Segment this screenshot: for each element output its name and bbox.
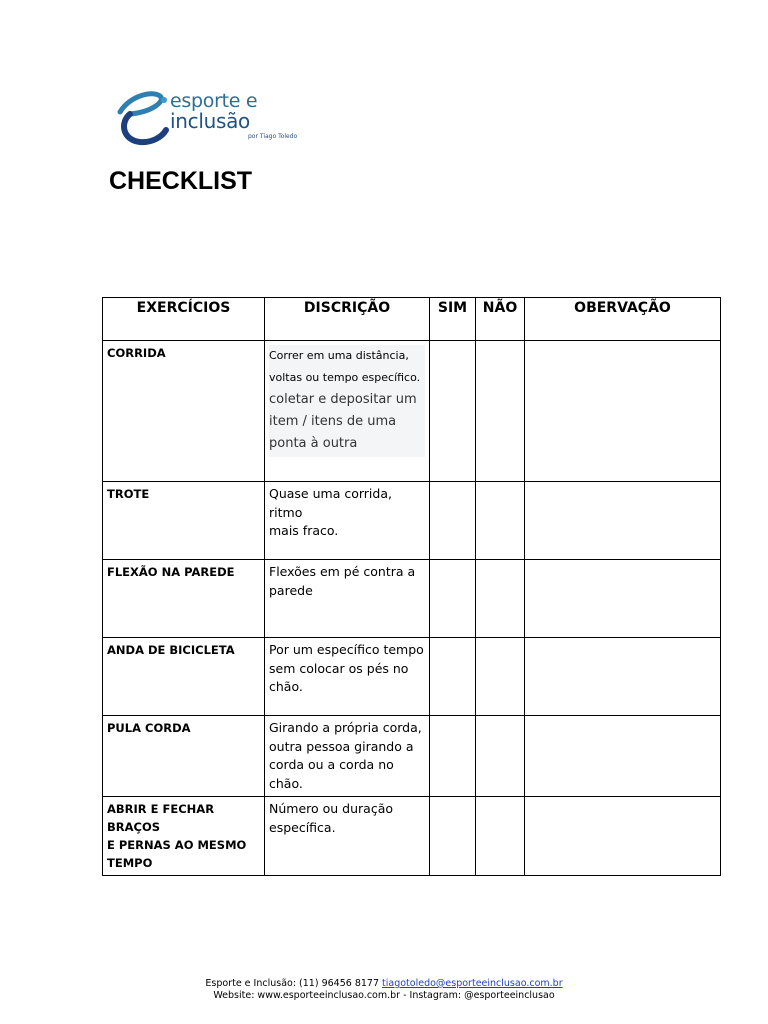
exercise-name: TROTE <box>107 487 150 501</box>
exercise-cell <box>103 716 265 797</box>
page-title: CHECKLIST <box>109 167 253 195</box>
description-line: ponta à outra <box>269 436 358 451</box>
exercise-cell <box>103 341 265 482</box>
sim-checkbox-cell[interactable] <box>430 716 476 797</box>
exercise-cell <box>103 560 265 638</box>
nao-checkbox-cell[interactable] <box>476 482 525 560</box>
description-line: Por um específico tempo <box>269 642 424 657</box>
sim-checkbox-cell[interactable] <box>430 560 476 638</box>
description-line: item / itens de uma <box>269 414 397 429</box>
description-cell <box>265 638 430 716</box>
footer-website: Website: www.esporteeinclusao.com.br - Instagram: @esporteeinclusao <box>213 990 555 1001</box>
description-line: parede <box>269 582 313 598</box>
logo-text-line2: inclusão <box>170 109 250 133</box>
observation-cell[interactable] <box>525 482 721 560</box>
logo <box>112 82 298 152</box>
logo-subtitle: por Tiago Toledo <box>248 133 298 140</box>
description-line: voltas ou tempo específico. <box>269 371 421 384</box>
header-observacao: OBERVAÇÃO <box>525 298 721 341</box>
nao-checkbox-cell[interactable] <box>476 560 525 638</box>
exercise-name: FLEXÃO NA PAREDE <box>107 565 235 579</box>
exercise-name: PULA CORDA <box>107 721 191 735</box>
logo-mark-icon <box>112 82 172 152</box>
header-sim: SIM <box>430 298 476 341</box>
description-cell <box>265 560 430 638</box>
observation-cell[interactable] <box>525 560 721 638</box>
header-discricao: DISCRIÇÃO <box>265 298 430 341</box>
table-header-row <box>103 298 721 341</box>
description-block <box>269 345 425 457</box>
description-cell <box>265 716 430 797</box>
nao-checkbox-cell[interactable] <box>476 638 525 716</box>
table-row <box>103 482 721 560</box>
table-row <box>103 560 721 638</box>
exercise-cell <box>103 638 265 716</box>
nao-checkbox-cell[interactable] <box>476 341 525 482</box>
observation-cell[interactable] <box>525 716 721 797</box>
observation-cell[interactable] <box>525 341 721 482</box>
sim-checkbox-cell[interactable] <box>430 341 476 482</box>
header-nao: NÃO <box>476 298 525 341</box>
description-line: Flexões em pé contra a <box>269 564 416 579</box>
table-row <box>103 638 721 716</box>
sim-checkbox-cell[interactable] <box>430 638 476 716</box>
description-line: Quase uma corrida, ritmo <box>269 486 392 520</box>
exercise-name-line: ABRIR E FECHAR BRAÇOS <box>107 802 215 834</box>
exercise-name-line: E PERNAS AO MESMO <box>107 838 247 852</box>
description-line: sem colocar os pés no <box>269 660 409 676</box>
description-line: outra pessoa girando a <box>269 738 414 754</box>
observation-cell[interactable] <box>525 638 721 716</box>
exercise-name: CORRIDA <box>107 346 166 360</box>
observation-cell[interactable] <box>525 797 721 876</box>
footer-phone: Esporte e Inclusão: (11) 96456 8177 <box>205 978 379 989</box>
nao-checkbox-cell[interactable] <box>476 797 525 876</box>
description-line: chão. <box>269 679 303 694</box>
description-line: Número ou duração <box>269 801 394 816</box>
description-cell <box>265 797 430 876</box>
description-line: Girando a própria corda, <box>269 720 422 735</box>
sim-checkbox-cell[interactable] <box>430 797 476 876</box>
exercise-cell <box>103 797 265 876</box>
description-line: corda ou a corda no chão. <box>269 757 394 791</box>
checklist-table <box>102 297 721 876</box>
table-row <box>103 341 721 482</box>
nao-checkbox-cell[interactable] <box>476 716 525 797</box>
header-exercicios: EXERCÍCIOS <box>103 298 265 341</box>
exercise-name: ANDA DE BICICLETA <box>107 643 235 657</box>
description-line: Correr em uma distância, <box>269 349 409 362</box>
logo-text-line1: esporte e <box>170 90 258 112</box>
description-cell <box>265 341 430 482</box>
table-row <box>103 716 721 797</box>
description-cell <box>265 482 430 560</box>
footer-contact <box>0 978 768 990</box>
table-row <box>103 797 721 876</box>
exercise-cell <box>103 482 265 560</box>
footer-email-link[interactable]: tiagotoledo@esporteeinclusao.com.br <box>382 978 563 989</box>
description-line: coletar e depositar um <box>269 392 417 407</box>
sim-checkbox-cell[interactable] <box>430 482 476 560</box>
exercise-name-line: TEMPO <box>107 856 153 870</box>
description-line: mais fraco. <box>269 523 339 538</box>
description-line: específica. <box>269 819 336 835</box>
